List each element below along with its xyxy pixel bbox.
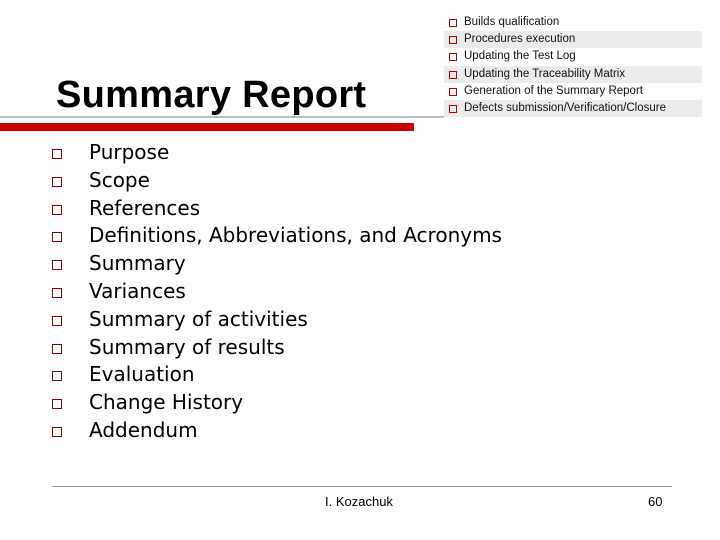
process-step-label: Procedures execution: [464, 33, 576, 46]
square-bullet-icon: [52, 371, 62, 381]
slide-title: Summary Report: [56, 74, 367, 116]
square-bullet-icon: [449, 88, 457, 96]
process-step: [444, 14, 702, 31]
square-bullet-icon: [52, 232, 62, 242]
process-step: [444, 66, 702, 83]
square-bullet-icon: [52, 177, 62, 187]
process-step: [444, 100, 702, 117]
list-item-label: Summary of activities: [89, 306, 308, 331]
footer-divider: [52, 486, 672, 487]
list-item-label: Summary of results: [89, 334, 285, 359]
square-bullet-icon: [52, 427, 62, 437]
list-item-label: Evaluation: [89, 362, 195, 387]
list-item: [0, 139, 502, 167]
square-bullet-icon: [52, 344, 62, 354]
list-item-label: Addendum: [89, 417, 198, 442]
square-bullet-icon: [52, 149, 62, 159]
list-item-label: Purpose: [89, 140, 170, 164]
list-item: [0, 222, 502, 250]
list-item-label: Definitions, Abbreviations, and Acronyms: [89, 223, 502, 248]
square-bullet-icon: [52, 260, 62, 270]
list-item: [0, 389, 502, 417]
square-bullet-icon: [449, 71, 457, 79]
square-bullet-icon: [52, 288, 62, 298]
process-step-label: Updating the Traceability Matrix: [464, 67, 626, 80]
process-step-label: Updating the Test Log: [464, 50, 576, 63]
list-item: [0, 250, 502, 278]
square-bullet-icon: [52, 205, 62, 215]
page-number: 60: [648, 494, 663, 509]
list-item: [0, 195, 502, 223]
list-item: [0, 417, 502, 445]
square-bullet-icon: [449, 53, 457, 61]
process-step-label: Builds qualification: [464, 16, 560, 28]
list-item-label: Variances: [89, 278, 186, 303]
list-item: [0, 361, 502, 389]
square-bullet-icon: [52, 316, 62, 326]
process-step-label: Defects submission/Verification/Closure: [464, 101, 666, 114]
process-step: [444, 31, 702, 48]
square-bullet-icon: [449, 36, 457, 44]
process-step: [444, 48, 702, 65]
square-bullet-icon: [449, 105, 457, 113]
footer-author: I. Kozachuk: [325, 494, 393, 509]
process-steps-inset: [444, 14, 702, 122]
list-item-label: Change History: [89, 390, 244, 415]
title-divider-red: [0, 123, 414, 131]
process-step-label: Generation of the Summary Report: [464, 84, 643, 97]
process-steps-list: [444, 14, 702, 117]
square-bullet-icon: [52, 399, 62, 409]
list-item: [0, 334, 502, 362]
list-item: [0, 167, 502, 195]
process-step: [444, 83, 702, 100]
list-item-label: Summary: [89, 251, 186, 276]
list-item-label: Scope: [89, 167, 150, 192]
square-bullet-icon: [449, 19, 457, 27]
list-item: [0, 306, 502, 334]
list-item: [0, 278, 502, 306]
list-item-label: References: [89, 195, 201, 220]
report-sections-list: [0, 139, 502, 445]
